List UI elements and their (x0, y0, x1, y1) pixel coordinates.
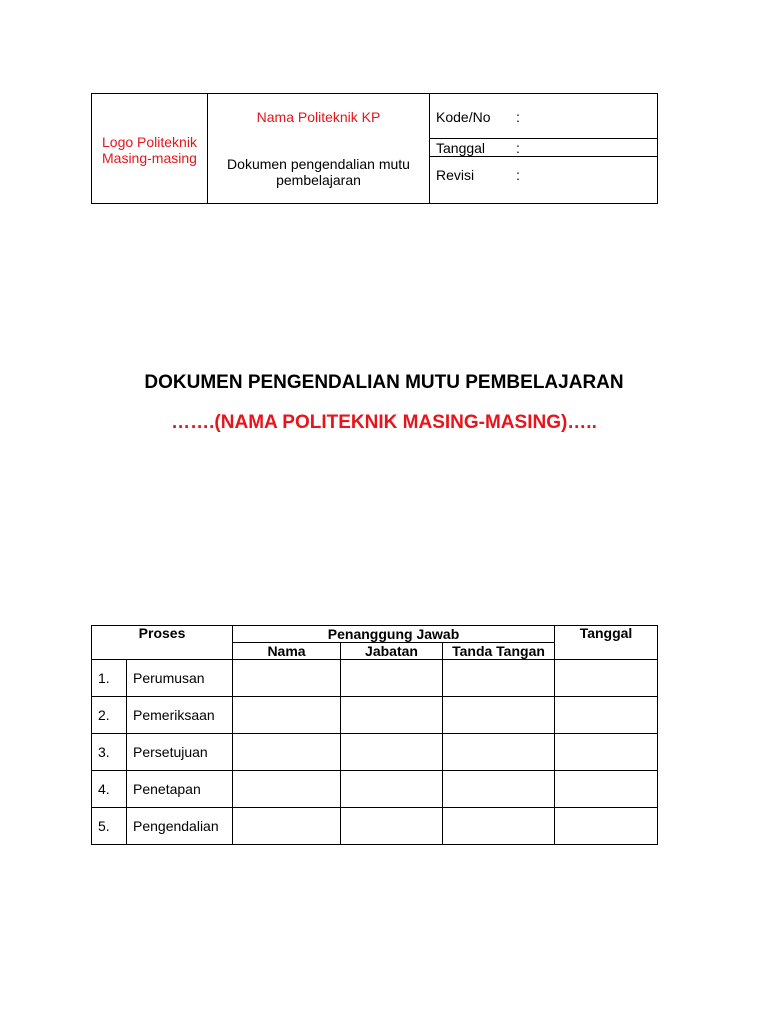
institution-name: Nama Politeknik KP (256, 109, 381, 125)
signature-cell (443, 660, 555, 697)
row-number: 5. (92, 808, 127, 845)
position-cell (341, 734, 443, 771)
institution-placeholder-title: …….(NAMA POLITEKNIK MASING-MASING)….. (171, 412, 597, 433)
meta-label-date: Tanggal (436, 140, 486, 156)
position-cell (341, 771, 443, 808)
row-process: Persetujuan (127, 734, 233, 771)
document-header-table (91, 93, 658, 204)
name-cell (233, 660, 341, 697)
header-process: Proses (92, 626, 233, 660)
title-cell (208, 94, 430, 203)
row-process: Perumusan (127, 660, 233, 697)
document-title: DOKUMEN PENGENDALIAN MUTU PEMBELAJARAN (144, 372, 624, 393)
signature-cell (443, 808, 555, 845)
meta-colon-revision: : (516, 167, 520, 183)
position-cell (341, 660, 443, 697)
meta-label-code: Kode/No (436, 109, 491, 125)
meta-row-date (430, 139, 657, 157)
row-number: 4. (92, 771, 127, 808)
row-process: Pengendalian (127, 808, 233, 845)
signature-cell (443, 697, 555, 734)
header-date: Tanggal (555, 626, 658, 660)
position-cell (341, 697, 443, 734)
date-cell (555, 697, 658, 734)
table-row (92, 771, 658, 808)
signature-cell (443, 771, 555, 808)
table-row (92, 734, 658, 771)
date-cell (555, 660, 658, 697)
date-cell (555, 734, 658, 771)
logo-placeholder (92, 94, 208, 203)
name-cell (233, 771, 341, 808)
position-cell (341, 808, 443, 845)
approval-header-row (92, 626, 658, 643)
header-name: Nama (233, 643, 341, 660)
meta-colon-code: : (516, 109, 520, 125)
table-row (92, 660, 658, 697)
logo-text: Logo Politeknik Masing-masing (102, 134, 197, 166)
date-cell (555, 808, 658, 845)
row-number: 2. (92, 697, 127, 734)
header-position: Jabatan (341, 643, 443, 660)
row-process: Penetapan (127, 771, 233, 808)
meta-row-revision (430, 157, 657, 203)
row-number: 3. (92, 734, 127, 771)
row-process: Pemeriksaan (127, 697, 233, 734)
document-meta (430, 94, 657, 203)
table-row (92, 697, 658, 734)
approval-table (91, 625, 658, 845)
name-cell (233, 697, 341, 734)
document-name: Dokumen pengendalian mutu pembelajaran (227, 156, 410, 188)
header-responsible: Penanggung Jawab (233, 626, 555, 643)
date-cell (555, 771, 658, 808)
name-cell (233, 734, 341, 771)
table-row (92, 808, 658, 845)
row-number: 1. (92, 660, 127, 697)
signature-cell (443, 734, 555, 771)
meta-colon-date: : (516, 140, 520, 156)
meta-label-revision: Revisi (436, 167, 475, 183)
name-cell (233, 808, 341, 845)
header-signature: Tanda Tangan (443, 643, 555, 660)
meta-row-code (430, 94, 657, 139)
